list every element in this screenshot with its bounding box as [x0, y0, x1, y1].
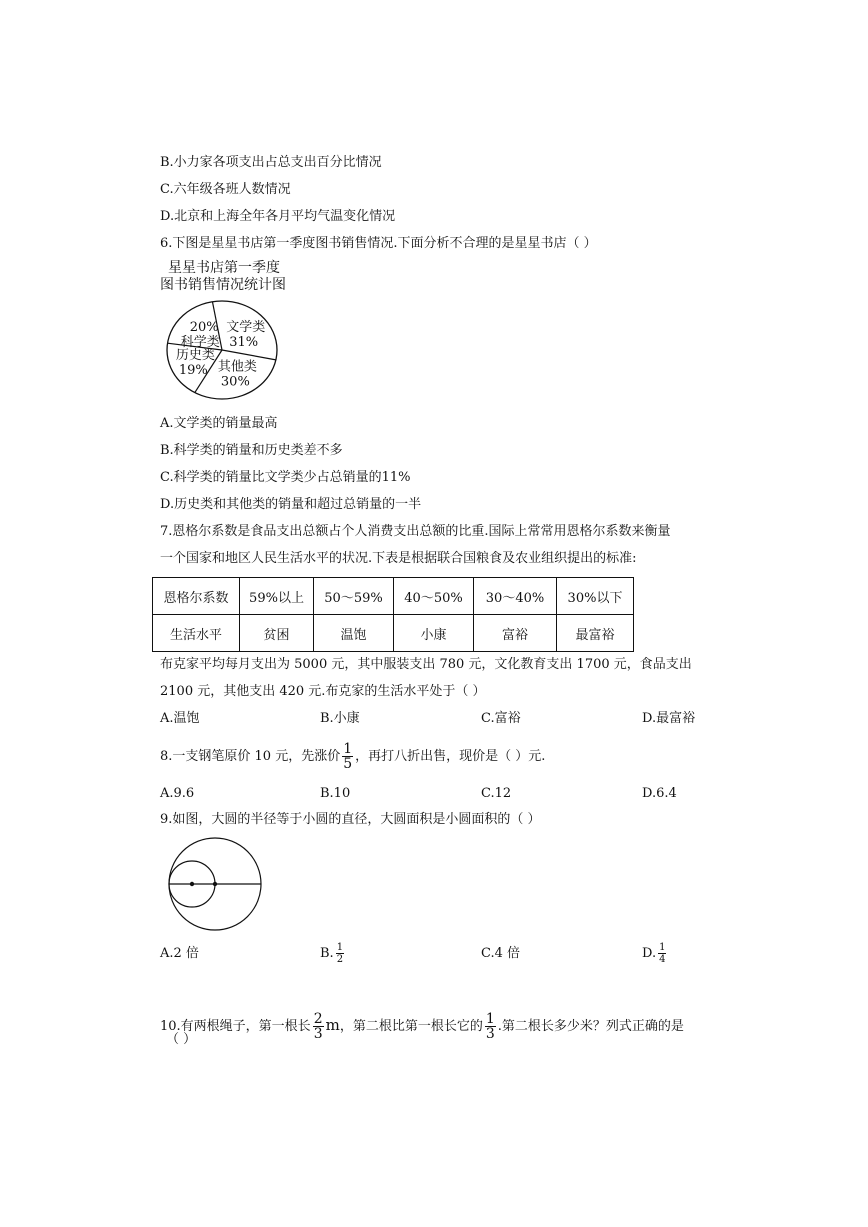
frac-den: 2 — [336, 954, 344, 965]
q8-stem-before: 8.一支钢笔原价 10 元，先涨价 — [160, 749, 341, 764]
q10-stem-part2: ，第二根比第一根长它的 — [339, 1019, 483, 1034]
q9-stem: 9.如图，大圆的半径等于小圆的直径，大圆面积是小圆面积的（ ） — [160, 812, 541, 827]
table-cell: 30%以下 — [557, 578, 634, 615]
q7-option-b: B.小康 — [320, 711, 360, 726]
q6-option-a: A.文学类的销量最高 — [160, 416, 278, 431]
pie-slice-value: 20% — [189, 319, 219, 335]
table-cell: 温饱 — [314, 615, 394, 652]
q10-stem-part3: .第二根长多少米？列式正确的是 — [497, 1019, 684, 1034]
q5-option-b: B.小力家各项支出占总支出百分比情况 — [160, 155, 382, 170]
q7-body-line2: 2100 元，其他支出 420 元.布克家的生活水平处于（ ） — [160, 684, 486, 699]
pie-slice-value: 19% — [178, 362, 208, 378]
q9-option-c: C.4 倍 — [481, 946, 521, 961]
q9-option-d — [642, 938, 668, 970]
q5-option-d: D.北京和上海全年各月平均气温变化情况 — [160, 209, 396, 224]
q10-blank: （ ） — [166, 1032, 197, 1047]
q7-option-c: C.富裕 — [481, 711, 521, 726]
q7-option-d: D.最富裕 — [642, 711, 696, 726]
table-cell: 50～59% — [314, 578, 394, 615]
q10-stem-part1: 10.有两根绳子，第一根长 — [160, 1019, 311, 1034]
table-cell: 最富裕 — [557, 615, 634, 652]
pie-slice-name: 其他类 — [217, 359, 257, 375]
engel-table — [152, 577, 634, 652]
table-row — [153, 615, 634, 652]
q8-option-a: A.9.6 — [160, 786, 195, 801]
circles-figure — [162, 835, 266, 933]
frac-num: 2 — [313, 1011, 323, 1027]
q7-stem-line2: 一个国家和地区人民生活水平的状况.下表是根据联合国粮食及农业组织提出的标准: — [160, 551, 637, 566]
q8-stem — [160, 739, 545, 775]
table-cell: 生活水平 — [153, 615, 240, 652]
q8-frac-den: 5 — [343, 756, 353, 772]
table-cell: 30～40% — [474, 578, 557, 615]
pie-slice-name: 科学类 — [180, 334, 220, 350]
q10-stem — [160, 1007, 684, 1045]
pie-slice-name: 文学类 — [226, 319, 266, 335]
frac-num: 1 — [485, 1011, 495, 1027]
q9-option-b — [320, 938, 346, 970]
q7-stem-line1: 7.恩格尔系数是食品支出总额占个人消费支出总额的比重.国际上常常用恩格尔系数来衡量 — [160, 524, 671, 539]
table-cell: 59%以上 — [240, 578, 314, 615]
q9-option-d-fraction — [658, 942, 666, 965]
pie-slice-name: 历史类 — [175, 347, 215, 363]
q5-option-c: C.六年级各班人数情况 — [160, 182, 291, 197]
q6-option-c: C.科学类的销量比文学类少占总销量的11% — [160, 470, 411, 485]
pie-slice-value: 30% — [220, 374, 250, 390]
q8-stem-after: ，再打八折出售，现价是（ ）元. — [355, 749, 546, 764]
table-cell: 40～50% — [394, 578, 474, 615]
q9-option-b-prefix: B. — [320, 946, 334, 961]
frac-den: 3 — [313, 1026, 323, 1042]
q8-option-b: B.10 — [320, 786, 351, 801]
q9-option-a: A.2 倍 — [160, 946, 199, 961]
table-row — [153, 578, 634, 615]
q8-option-d: D.6.4 — [642, 786, 677, 801]
table-cell: 恩格尔系数 — [153, 578, 240, 615]
q7-option-a: A.温饱 — [160, 711, 200, 726]
pie-title-line2: 图书销售情况统计图 — [160, 277, 286, 293]
q10-fraction-2 — [485, 1012, 496, 1041]
q8-frac-num: 1 — [343, 741, 353, 757]
frac-num: 1 — [336, 942, 344, 953]
q6-stem: 6.下图是星星书店第一季度图书销售情况.下面分析不合理的是星星书店（ ） — [160, 236, 597, 251]
q6-option-b: B.科学类的销量和历史类差不多 — [160, 443, 343, 458]
q8-fraction — [342, 742, 353, 771]
q8-option-c: C.12 — [481, 786, 512, 801]
table-cell: 贫困 — [240, 615, 314, 652]
frac-num: 1 — [659, 942, 666, 953]
q6-option-d: D.历史类和其他类的销量和超过总销量的一半 — [160, 497, 422, 512]
frac-den: 3 — [485, 1026, 495, 1042]
q9-option-d-prefix: D. — [642, 946, 657, 961]
small-center-dot — [190, 882, 194, 886]
pie-slice-value: 31% — [229, 334, 259, 350]
pie-chart — [164, 298, 284, 402]
q10-unit: m — [325, 1016, 340, 1034]
q9-option-b-fraction — [336, 942, 344, 965]
frac-den: 4 — [659, 954, 666, 965]
q10-fraction-1 — [313, 1012, 324, 1041]
pie-title-line1: 星星书店第一季度 — [168, 260, 280, 276]
table-cell: 富裕 — [474, 615, 557, 652]
table-cell: 小康 — [394, 615, 474, 652]
big-center-dot — [213, 882, 217, 886]
q7-body-line1: 布克家平均每月支出为 5000 元，其中服装支出 780 元，文化教育支出 1700 元，食品支出 — [160, 657, 692, 672]
